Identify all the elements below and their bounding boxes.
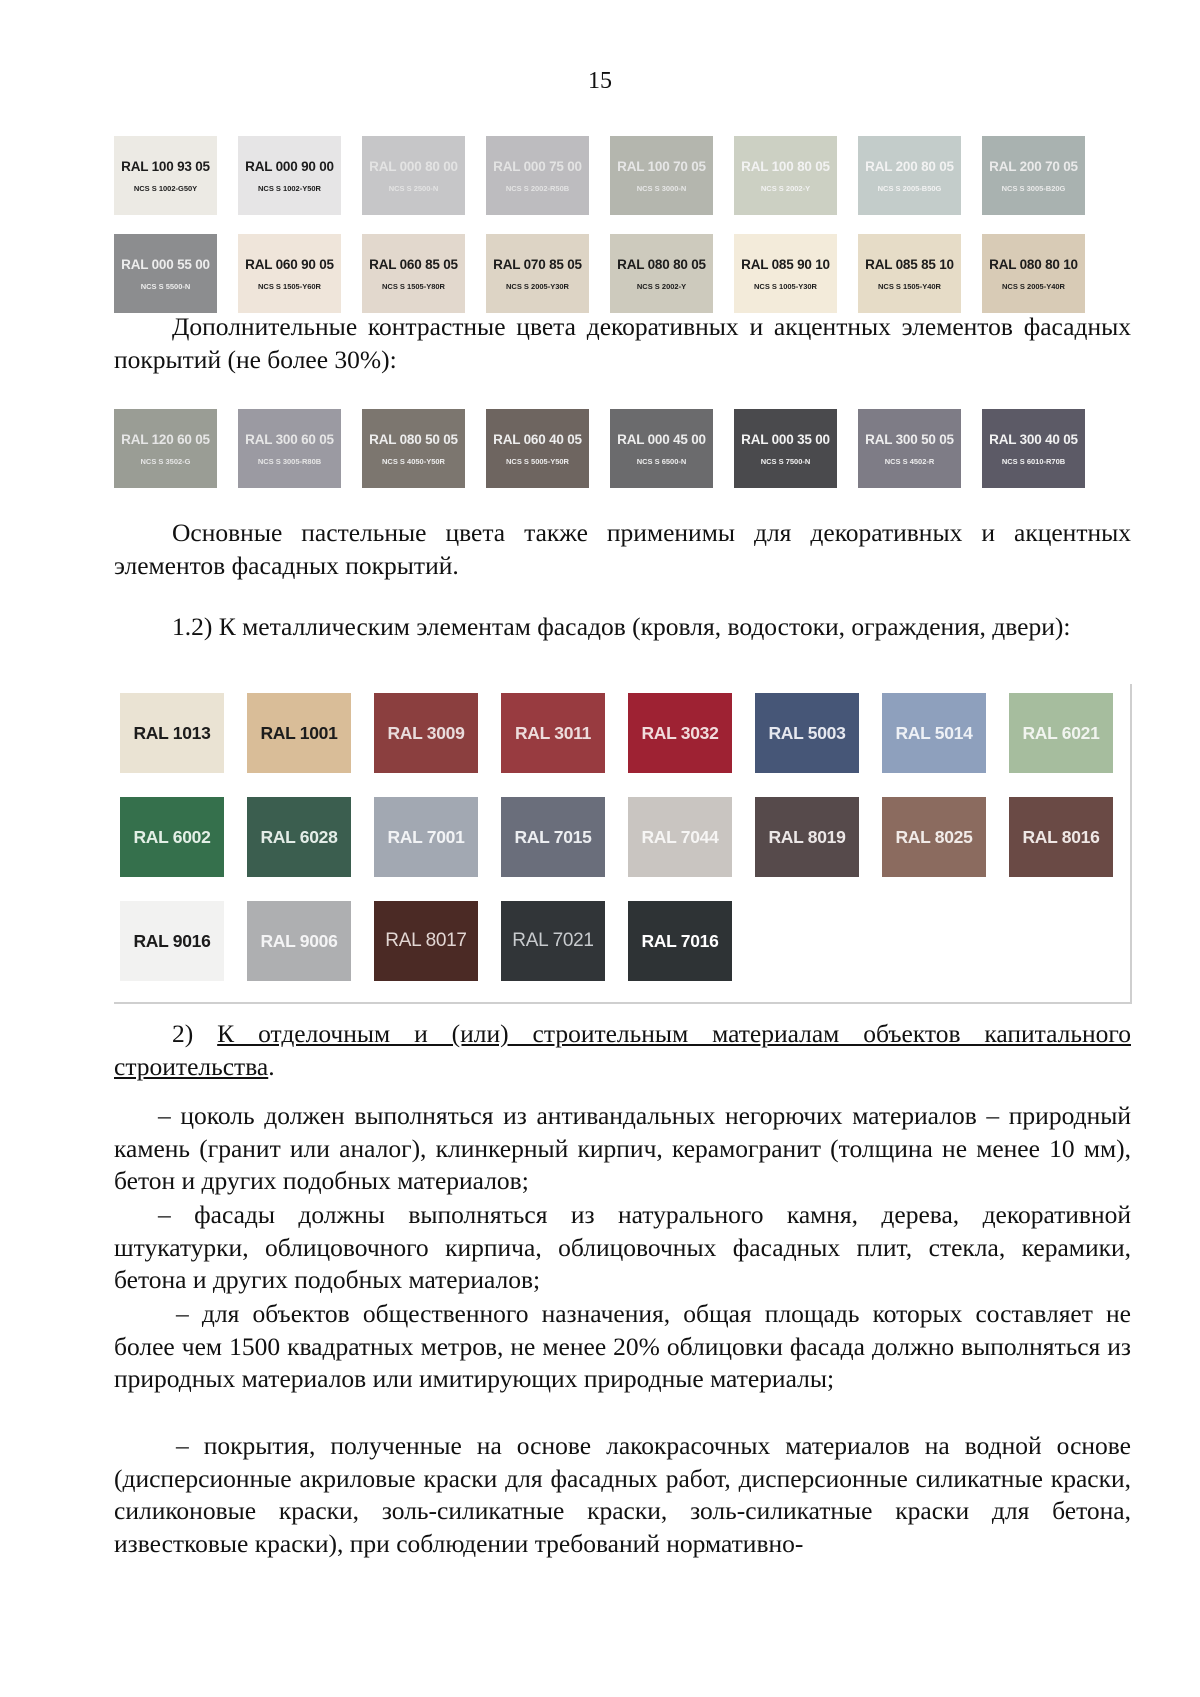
ral-swatch: RAL 7001 (374, 797, 478, 877)
swatch-ncs-code: NCS S 2002-Y (636, 281, 687, 291)
color-swatch (362, 136, 465, 215)
list-item: – фасады должны выполняться из натурального камня, дерева, декоративной штукатурки, облицовочного кирпича, облицовочных фасадных плит, стекла, керамики, бетона и других подобных материалов; (114, 1200, 1131, 1294)
color-swatch (362, 234, 465, 313)
color-swatch (734, 409, 837, 488)
color-swatch (486, 234, 589, 313)
swatch-ncs-code: NCS S 5005-Y50R (506, 456, 569, 466)
swatch-ral-code: RAL 000 45 00 (617, 431, 706, 447)
list-item: – покрытия, полученные на основе лакокрасочных материалов на водной основе (дисперсионные акриловые краски для фасадных работ, дисперсионные силикатные краски, силиконовые краски, золь-силикатные краски, золь-силикатные краски для бетона, известковые краски), при соблюдении требований нормативно- (114, 1431, 1131, 1558)
swatch-ncs-code: NCS S 7500-N (760, 456, 811, 466)
ral-swatch: RAL 6021 (1009, 693, 1113, 773)
color-swatch (238, 136, 341, 215)
ral-swatch: RAL 7015 (501, 797, 605, 877)
ral-swatch: RAL 9016 (120, 901, 224, 981)
color-swatch (982, 234, 1085, 313)
ral-swatch: RAL 1001 (247, 693, 351, 773)
ral-swatch: RAL 5014 (882, 693, 986, 773)
swatch-ncs-code: NCS S 1505-Y40R (878, 281, 941, 291)
ral-swatch: RAL 8016 (1009, 797, 1113, 877)
ral-swatch: RAL 1013 (120, 693, 224, 773)
swatch-ral-code: RAL 000 35 00 (741, 431, 830, 447)
color-swatch (610, 409, 713, 488)
swatch-ral-code: RAL 080 80 10 (989, 256, 1078, 272)
swatch-ncs-code: NCS S 3005-R80B (257, 456, 322, 466)
swatch-ncs-code: NCS S 1505-Y60R (258, 281, 321, 291)
section-2-title: К отделочным и (или) строительным материалам объектов капитального строительства (114, 1019, 1131, 1081)
color-swatch (982, 409, 1085, 488)
ral-swatch: RAL 6028 (247, 797, 351, 877)
color-swatch (114, 409, 217, 488)
swatch-ncs-code: NCS S 1005-Y30R (754, 281, 817, 291)
color-swatch (238, 409, 341, 488)
swatch-ncs-code: NCS S 4050-Y50R (382, 456, 445, 466)
swatch-ncs-code: NCS S 5500-N (140, 281, 191, 291)
swatch-ncs-code: NCS S 4502-R (884, 456, 935, 466)
metal-palette-panel (114, 684, 1132, 1004)
swatch-ncs-code: NCS S 3000-N (636, 183, 687, 193)
swatch-ncs-code: NCS S 2005-Y40R (1002, 281, 1065, 291)
ral-swatch: RAL 3032 (628, 693, 732, 773)
swatch-ral-code: RAL 070 85 05 (493, 256, 582, 272)
color-swatch (362, 409, 465, 488)
swatch-ral-code: RAL 060 85 05 (369, 256, 458, 272)
swatch-ral-code: RAL 100 80 05 (741, 158, 830, 174)
color-swatch (486, 136, 589, 215)
ral-swatch: RAL 6002 (120, 797, 224, 877)
swatch-ral-code: RAL 100 93 05 (121, 158, 210, 174)
swatch-ncs-code: NCS S 3502-G (140, 456, 191, 466)
swatch-ncs-code: NCS S 2002-R50B (505, 183, 570, 193)
swatch-ral-code: RAL 300 40 05 (989, 431, 1078, 447)
ral-swatch: RAL 9006 (247, 901, 351, 981)
ral-swatch: RAL 7021 (501, 901, 605, 981)
swatch-ral-code: RAL 000 90 00 (245, 158, 334, 174)
metal-palette-grid (120, 693, 1113, 981)
swatch-ral-code: RAL 200 70 05 (989, 158, 1078, 174)
color-swatch (734, 234, 837, 313)
ral-swatch: RAL 8025 (882, 797, 986, 877)
swatch-ncs-code: NCS S 6010-R70B (1001, 456, 1066, 466)
ral-swatch: RAL 3011 (501, 693, 605, 773)
swatch-ral-code: RAL 060 40 05 (493, 431, 582, 447)
swatch-ncs-code: NCS S 1505-Y80R (382, 281, 445, 291)
ral-swatch: RAL 7016 (628, 901, 732, 981)
swatch-ncs-code: NCS S 1002-G50Y (133, 183, 198, 193)
color-swatch (982, 136, 1085, 215)
section-2-number: 2) (172, 1019, 194, 1048)
swatch-ral-code: RAL 085 90 10 (741, 256, 830, 272)
list-item: – для объектов общественного назначения, общая площадь которых составляет не более чем 1500 квадратных метров, не менее 20% облицовки фасада должно выполняться из природных материалов или имитирующих природные материалы; (114, 1299, 1131, 1393)
ral-swatch: RAL 8017 (374, 901, 478, 981)
swatch-ral-code: RAL 000 75 00 (493, 158, 582, 174)
ral-swatch: RAL 5003 (755, 693, 859, 773)
swatch-ncs-code: NCS S 6500-N (636, 456, 687, 466)
swatch-ral-code: RAL 080 50 05 (369, 431, 458, 447)
color-swatch (858, 234, 961, 313)
swatch-ral-code: RAL 300 60 05 (245, 431, 334, 447)
swatch-ral-code: RAL 085 85 10 (865, 256, 954, 272)
swatch-ncs-code: NCS S 3005-B20G (1001, 183, 1066, 193)
swatch-ncs-code: NCS S 1002-Y50R (258, 183, 321, 193)
color-swatch (114, 136, 217, 215)
page-number: 15 (588, 68, 612, 94)
swatch-ral-code: RAL 000 55 00 (121, 256, 210, 272)
swatch-ncs-code: NCS S 2500-N (388, 183, 439, 193)
pastel-colors-paragraph: Основные пастельные цвета также применимы для декоративных и акцентных элементов фасадных покрытий. (114, 518, 1131, 580)
swatch-ncs-code: NCS S 2002-Y (760, 183, 811, 193)
main-palette-grid (114, 136, 1114, 313)
color-swatch (238, 234, 341, 313)
section-2-heading (114, 1018, 1131, 1083)
color-swatch (610, 234, 713, 313)
swatch-ral-code: RAL 080 80 05 (617, 256, 706, 272)
color-swatch (610, 136, 713, 215)
contrast-colors-paragraph: Дополнительные контрастные цвета декоративных и акцентных элементов фасадных покрытий (не более 30%): (114, 312, 1131, 374)
swatch-ral-code: RAL 100 70 05 (617, 158, 706, 174)
swatch-ral-code: RAL 200 80 05 (865, 158, 954, 174)
swatch-ncs-code: NCS S 2005-B50G (877, 183, 942, 193)
color-swatch (734, 136, 837, 215)
swatch-ral-code: RAL 120 60 05 (121, 431, 210, 447)
swatch-ral-code: RAL 300 50 05 (865, 431, 954, 447)
color-swatch (858, 136, 961, 215)
swatch-ncs-code: NCS S 2005-Y30R (506, 281, 569, 291)
ral-swatch: RAL 7044 (628, 797, 732, 877)
metal-elements-paragraph: 1.2) К металлическим элементам фасадов (кровля, водостоки, ограждения, двери): (172, 612, 1071, 641)
ral-swatch: RAL 3009 (374, 693, 478, 773)
swatch-ral-code: RAL 000 80 00 (369, 158, 458, 174)
list-item: – цоколь должен выполняться из антивандальных негорючих материалов – природный камень (гранит или аналог), клинкерный кирпич, керамогранит (толщина не менее 10 мм), бетон и других подобных материалов; (114, 1101, 1131, 1195)
swatch-ral-code: RAL 060 90 05 (245, 256, 334, 272)
color-swatch (858, 409, 961, 488)
section-2-tail: . (268, 1051, 275, 1081)
color-swatch (114, 234, 217, 313)
contrast-palette-grid (114, 409, 1114, 488)
color-swatch (486, 409, 589, 488)
ral-swatch: RAL 8019 (755, 797, 859, 877)
